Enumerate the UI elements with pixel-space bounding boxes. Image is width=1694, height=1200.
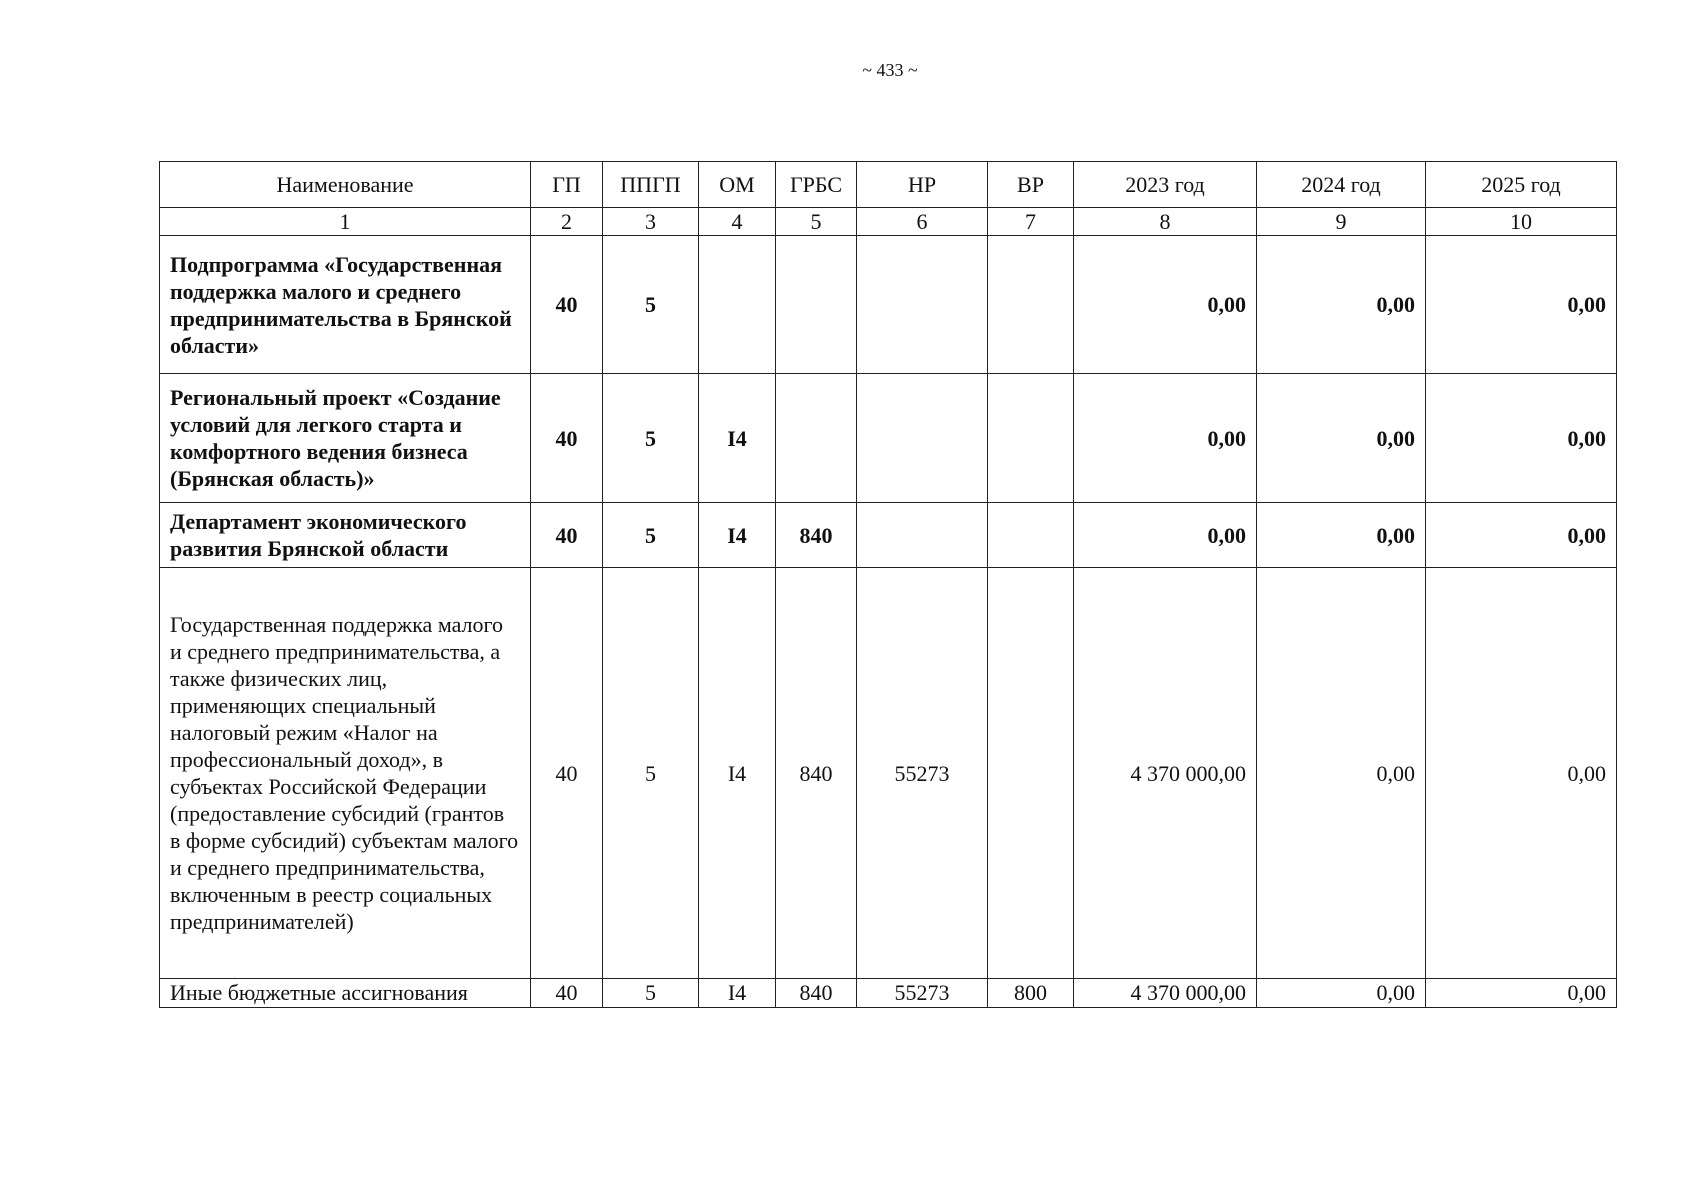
cell-ppgp: 5 (603, 979, 699, 1008)
column-number: 2 (531, 208, 603, 236)
cell-2024: 0,00 (1257, 979, 1426, 1008)
table-row-department (160, 503, 1617, 568)
cell-nr: 55273 (857, 568, 988, 979)
cell-gp: 40 (531, 979, 603, 1008)
cell-2023: 0,00 (1074, 503, 1257, 568)
column-number: 6 (857, 208, 988, 236)
header-nr: НР (857, 162, 988, 208)
cell-om: I4 (699, 979, 776, 1008)
cell-gp: 40 (531, 503, 603, 568)
cell-vr (988, 568, 1074, 979)
cell-om (699, 236, 776, 374)
header-2025: 2025 год (1426, 162, 1617, 208)
cell-ppgp: 5 (603, 568, 699, 979)
column-number: 3 (603, 208, 699, 236)
cell-2024: 0,00 (1257, 236, 1426, 374)
column-number: 7 (988, 208, 1074, 236)
cell-nr (857, 236, 988, 374)
cell-om: I4 (699, 503, 776, 568)
cell-gp: 40 (531, 568, 603, 979)
cell-2025: 0,00 (1426, 236, 1617, 374)
cell-nr: 55273 (857, 979, 988, 1008)
cell-vr: 800 (988, 979, 1074, 1008)
row-name: Подпрограмма «Государственная поддержка малого и среднего предпринимательства в Брянской области» (160, 236, 531, 374)
cell-grbs: 840 (776, 503, 857, 568)
cell-2023: 0,00 (1074, 374, 1257, 503)
cell-grbs: 840 (776, 568, 857, 979)
header-gp: ГП (531, 162, 603, 208)
header-ppgp: ППГП (603, 162, 699, 208)
cell-2025: 0,00 (1426, 568, 1617, 979)
header-name: Наименование (160, 162, 531, 208)
column-number: 10 (1426, 208, 1617, 236)
row-name: Государственная поддержка малого и среднего предпринимательства, а также физических лиц, применяющих специальный налоговый режим «Налог на профессиональный доход», в субъектах Российской Федерации (предоставление субсидий (грантов в форме субсидий) субъектам малого и среднего предпринимательства, включенным в реестр социальных предпринимателей) (160, 568, 531, 979)
cell-gp: 40 (531, 236, 603, 374)
cell-2023: 0,00 (1074, 236, 1257, 374)
table-row-subprogram (160, 236, 1617, 374)
row-name: Иные бюджетные ассигнования (160, 979, 531, 1008)
cell-2023: 4 370 000,00 (1074, 568, 1257, 979)
cell-ppgp: 5 (603, 503, 699, 568)
header-vr: ВР (988, 162, 1074, 208)
cell-nr (857, 374, 988, 503)
row-name: Региональный проект «Создание условий для легкого старта и комфортного ведения бизнеса (Брянская область)» (160, 374, 531, 503)
column-number: 9 (1257, 208, 1426, 236)
header-om: ОМ (699, 162, 776, 208)
cell-om: I4 (699, 568, 776, 979)
header-row (160, 162, 1617, 208)
column-number: 4 (699, 208, 776, 236)
cell-gp: 40 (531, 374, 603, 503)
header-grbs: ГРБС (776, 162, 857, 208)
cell-nr (857, 503, 988, 568)
budget-table (159, 161, 1617, 1008)
cell-2025: 0,00 (1426, 979, 1617, 1008)
cell-vr (988, 503, 1074, 568)
table-row-support-measure (160, 568, 1617, 979)
page-number: ~ 433 ~ (862, 60, 918, 80)
cell-2025: 0,00 (1426, 503, 1617, 568)
cell-grbs: 840 (776, 979, 857, 1008)
column-number: 1 (160, 208, 531, 236)
row-name: Департамент экономического развития Брянской области (160, 503, 531, 568)
header-2023: 2023 год (1074, 162, 1257, 208)
cell-grbs (776, 236, 857, 374)
cell-ppgp: 5 (603, 236, 699, 374)
column-number: 8 (1074, 208, 1257, 236)
cell-2024: 0,00 (1257, 374, 1426, 503)
cell-2024: 0,00 (1257, 503, 1426, 568)
cell-2025: 0,00 (1426, 374, 1617, 503)
table-row-regional-project (160, 374, 1617, 503)
cell-ppgp: 5 (603, 374, 699, 503)
column-number: 5 (776, 208, 857, 236)
cell-vr (988, 236, 1074, 374)
header-2024: 2024 год (1257, 162, 1426, 208)
cell-2024: 0,00 (1257, 568, 1426, 979)
cell-om: I4 (699, 374, 776, 503)
cell-grbs (776, 374, 857, 503)
column-number-row (160, 208, 1617, 236)
table-row-other-allocations (160, 979, 1617, 1008)
cell-2023: 4 370 000,00 (1074, 979, 1257, 1008)
cell-vr (988, 374, 1074, 503)
